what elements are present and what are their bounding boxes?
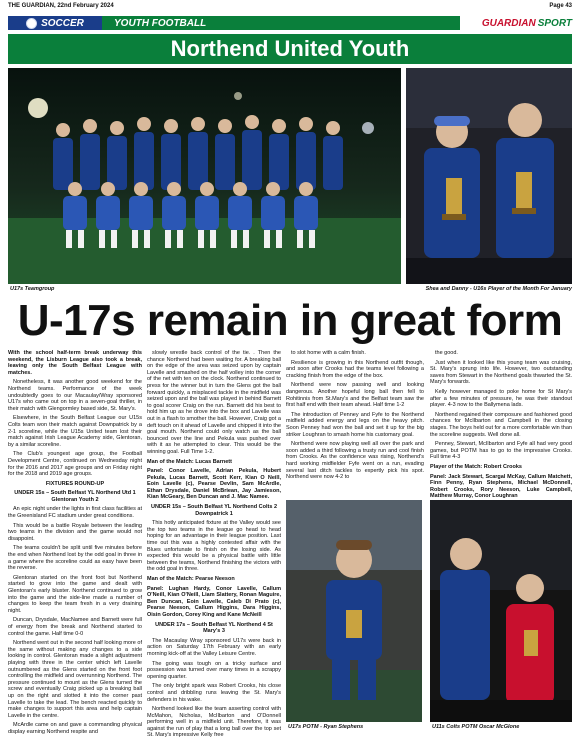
team-panel: Panel: Lughan Hardy, Conor Lavelle, Callum O'Neill, Kian O'Neill, Liam Slattery, Ronan Maguire, Ben Duncan, Eoin Lavelle, Caleb Di Prato (c), Pearse Neeson, Callum Higgins, Dara Higgins, Oisin Gordon, Corey King and Kane McNeill xyxy=(147,585,281,618)
paragraph: Duncan, Drysdale, MacNamee and Barnett were full of energy from the break and Northend started to control the game. Half time 0-0 xyxy=(8,617,142,637)
article-column-1 xyxy=(8,350,142,735)
paragraph: McArdle came on and gave a commanding physical display earning Northend respite and xyxy=(8,722,142,735)
article-lead: With the school half-term break underway this weekend, the Lisburn League also took a break, leaving only the South Belfast League with matches. xyxy=(8,350,142,376)
paragraph: The Club's youngest age group, the Football Development Centre, continued on Wednesday night for the 2016 and 2017 age groups and on Friday night for the 2018 and 2019 age groups. xyxy=(8,451,142,478)
award-photo-caption: Shea and Danny - U16s Player of the Month For January xyxy=(425,286,572,292)
article-column-2 xyxy=(147,350,281,739)
team-photo-caption: U17s Teamgroup xyxy=(10,286,55,292)
section-soccer-label: SOCCER xyxy=(41,17,84,29)
paragraph: Glentoran started on the front foot but Northend started to grow into the game and dealt with Glentoran's early bluster. Northend continued to grow into the game and the side-line made a number of changes to keep the team fresh in a very draining night. xyxy=(8,574,142,614)
article-title: U-17s remain in great form xyxy=(17,296,563,345)
page-header-line xyxy=(8,3,572,13)
man-of-match: Man of the Match: Pearse Neeson xyxy=(147,576,235,582)
paragraph: Nonetheless, it was another good weekend for the Northend teams. Performance of the week undoubtedly goes to our Macaulay/Wray sponsored U17s who came out on top in a seven-goal thriller, in their match with Glengormley based side, St. Mary's. xyxy=(8,379,142,412)
colts-photo xyxy=(430,500,572,722)
award-photo xyxy=(406,68,572,284)
subheading-fixtures: FIXTURES ROUND-UP xyxy=(45,480,105,487)
section-youth-football xyxy=(102,16,460,30)
club-headline-bar xyxy=(8,34,572,64)
potm-photo-caption: U17s POTM - Ryan Stephens xyxy=(288,724,364,730)
paragraph: Elsewhere, in the South Belfast League our U15s Colts team won their match against Downpatrick by a 2-1 scoreline, while the U15s United team lost their match against Irish League Academy side, Glentoran, by a similar scoreline. xyxy=(8,415,142,448)
colts-photo-caption: U11s Colts POTM Oscar McGlone xyxy=(432,724,520,730)
subheading-match: UNDER 15s – South Belfast YL Northend Utd 1 Glentoran Youth 2 xyxy=(14,490,136,503)
paragraph: Just when it looked like this young team was cruising, St. Mary's sprung into life. However, two outstanding saves from Stewart in the Northend goals thwarted the St. Mary's forwards. xyxy=(430,359,572,386)
page-number: Page 43 xyxy=(549,3,572,9)
brand-sport: SPORT xyxy=(537,17,572,29)
paragraph: This hotly anticipated fixture at the Valley would see the top two teams in the league go head to head hoping for an advantage in their league position. Last time out this was a highly contested affair with the Blues unfortunate to finish on the losing side. As expected this would be a physical battle with little between the teams, Northend finishing the victors with the odd goal in three. xyxy=(147,520,281,573)
man-of-match: Man of the Match: Lucas Barnett xyxy=(147,458,232,465)
paragraph: This would be a battle Royale between the leading two teams in the division and the game would not disappoint. xyxy=(8,522,142,542)
paragraph: slowly wrestle back control of the tie. . Then the chance Northend had been waiting for. A breaking ball on the edge of the area was seized upon by captain Lavelle and smashed on the half volley into the corner of the net with ten on the clock. Northend continued to press for the winner but in turn the Glens got the ball forward quickly, a misplaced tackle in the midfield was seized upon and the ball was played in behind Barnett to goal scorer Craig on the run. Barnett did his best to hold him up as he drove into the box and Lavelle was out in a flash to smother the ball. However, Craig got a deft touch on it ahead of Lavelle and chipped it into the goal mouth. Northend could only watch as the ball bounced over the line and Pekula was pushed over with it as he attempted to clear. This would be the winning goal. Full Time 1-2. xyxy=(147,350,281,455)
publication-date: THE GUARDIAN, 22nd February 2024 xyxy=(8,3,114,9)
paragraph: Northend were now passing well and looking dangerous. Another hopeful long ball then fell to Rohitinnis from St.Mary's and the Belfast team saw the first half end with their team ahead. Half time 1-2 xyxy=(286,382,424,409)
paragraph: Northend looked like the team asserting control with McMahon, Nicholas, McIlbarton and O'Donnell performing well in a midfield unit. Therefore, it was against the run of play that a long ball over the top set St. Mary's impressive Kelly free xyxy=(147,706,281,739)
paragraph: The introduction of Penney and Fyfe to the Northend midfield added energy and legs on the heavy pitch. Soon Penney had won the ball and set it up for the big striker Loughran to smash home his customary goal. xyxy=(286,411,424,438)
team-photo xyxy=(8,68,401,284)
potm-photo xyxy=(286,500,422,722)
section-soccer xyxy=(8,16,102,30)
paragraph: The going was tough on a tricky surface and possession was turned over many times in a scrappy opening quarter. xyxy=(147,660,281,680)
team-panel: Panel: Jack Stewart, Scargal McKay, Callum Matchett, Finn Penny, Ryan Stephens, Michael McDonnell, Robert Crooks, Rory Neeson, Luke Campbell, Matthew Murray, Conor Loughran xyxy=(430,473,572,500)
section-youth-label: YOUTH FOOTBALL xyxy=(114,17,207,29)
paragraph: Kelly however managed to poke home for St Mary's after a few minutes of pressure, he was their standout player. 4-3 now to the Ballymena lads. xyxy=(430,388,572,409)
paragraph: the good. xyxy=(435,350,458,356)
paragraph: Penney, Stewart, McIlbarton and Fyfe all had very good games, but POTM has to go to the impressive Crooks. Full time 4-3 xyxy=(430,441,572,461)
paragraph: Northend were now playing well all over the park and soon added a third following a trusty run and cool finish from Crooks. As the confidence was rising, Northend's hard working midfielder Fyfe went on a run, evading several last ditch tackles to expertly pick his spot. Northend were now 4-2 to xyxy=(286,441,424,481)
article-column-3 xyxy=(286,350,424,496)
paragraph: Northend regained their composure and fashioned good chances for McIlbarton and Campbell in the closing stages. The boys held out for a more comfortable win than the scoreline suggests. Well done all. xyxy=(430,411,572,438)
paragraph: Northend went out in the second half looking more of the same without making any changes to a side looking in control. Glentoran made a slight adjustment playing with three in the center which left Lavelle outnumbered as the Glens started on the front foot controlling the midfield and overrunning Northend. The pressure continued to mount as the Glens turned the screw and eventually Craig picked up a breaking ball up on the right and slotted it into the corner past Lavelle to take the lead. The bench reacted quickly to make changes to support this area and help captain Lavelle in the centre. xyxy=(8,640,142,719)
club-headline: Northend United Youth xyxy=(170,36,410,61)
paragraph: The teams couldn't be split until five minutes before the end when Northend lost by the odd goal in three in a game where the scoreline could as easy have been the reverse. xyxy=(8,545,142,572)
paragraph: to slot home with a calm finish. xyxy=(291,350,366,356)
player-of-match: Player of the Match: Robert Crooks xyxy=(430,463,522,470)
brand-guardian: GUARDIAN xyxy=(481,17,536,29)
guardian-sport-logo xyxy=(460,16,572,30)
paragraph: An epic night under the lights in first class facilities at the Greenisland FC stadium under great conditions. xyxy=(8,506,142,520)
paragraph: The only bright spark was Robert Crooks, his close control and dribbling runs leaving the St. Mary's defenders in his wake. xyxy=(147,683,281,703)
section-bands xyxy=(8,16,572,30)
team-panel: Panel: Conor Lavelle, Adrian Pekula, Hubert Pekula, Lucas Barnett, Scott Kerr, Kian O Neill, Eoin Lavelle (c), Pearse Devlin, Sam McArdle, Ethan Drysdale, Daniel McBriean, Jay Jamieson, Kian McGeary, Ben Duncan and J. Mac Namee. xyxy=(147,468,281,501)
article-column-4 xyxy=(430,350,572,500)
subheading-match: UNDER 17s – South Belfast YL Northend 4 St Mary's 3 xyxy=(155,621,273,635)
paragraph: Resilience is growing in this Northend outfit though, and soon after Crooks had the teams level following a cracking finish from the edge of the box. xyxy=(286,359,424,379)
subheading-match: UNDER 15s – South Belfast YL Northend Colts 2 Downpatrick 1 xyxy=(150,504,277,517)
football-icon xyxy=(26,18,37,29)
paragraph: The Macaulay Wray sponsored U17s were back in action on Saturday 17th February with an early morning kick-off at the Valley Leisure Centre. xyxy=(147,637,281,657)
